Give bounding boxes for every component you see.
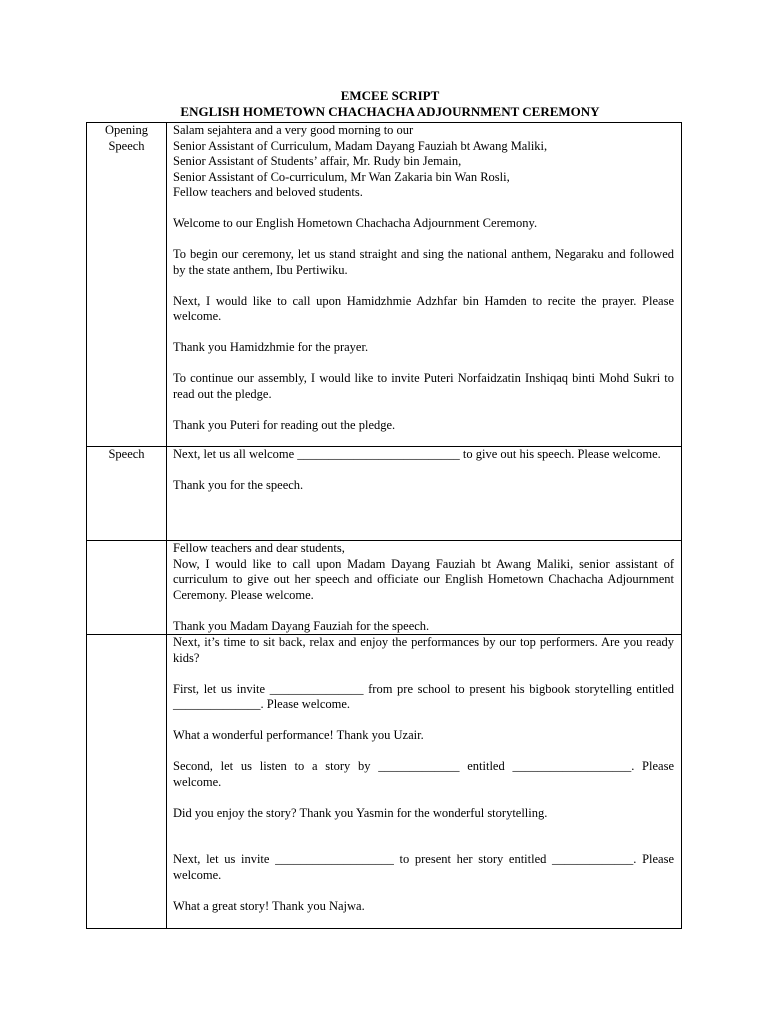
row-label-text: Opening Speech	[104, 123, 149, 153]
script-paragraph: Did you enjoy the story? Thank you Yasmin for the wonderful storytelling.	[173, 805, 548, 820]
row-label-opening-speech	[87, 123, 167, 447]
row-content-officiating	[167, 541, 682, 635]
row-content-speech	[167, 447, 682, 541]
script-paragraph: To begin our ceremony, let us stand straight and sing the national anthem, Negaraku and followed by the state anthem, Ibu Pertiwiku.	[173, 247, 674, 277]
greeting-line: Fellow teachers and beloved students.	[173, 185, 363, 199]
script-paragraph: Second, let us listen to a story by _____________ entitled ___________________. Please welcome.	[173, 759, 674, 789]
document-title: EMCEE SCRIPT	[340, 88, 440, 103]
table-row-performances	[87, 635, 682, 929]
script-paragraph: Next, it’s time to sit back, relax and enjoy the performances by our top performers. Are you ready kids?	[173, 635, 674, 665]
table-row-opening-speech	[87, 123, 682, 447]
row-label-officiating	[87, 541, 167, 635]
document-subtitle: ENGLISH HOMETOWN CHACHACHA ADJOURNMENT CEREMONY	[180, 104, 600, 119]
greeting-line: Senior Assistant of Students’ affair, Mr. Rudy bin Jemain,	[173, 154, 462, 168]
script-paragraph: Thank you Hamidzhmie for the prayer.	[173, 340, 369, 354]
script-table	[86, 122, 682, 929]
greeting-line: Senior Assistant of Co-curriculum, Mr Wan Zakaria bin Wan Rosli,	[173, 169, 510, 184]
row-label-performances	[87, 635, 167, 929]
script-paragraph: Welcome to our English Hometown Chachacha Adjournment Ceremony.	[173, 216, 538, 230]
script-paragraph: To continue our assembly, I would like to invite Puteri Norfaidzatin Inshiqaq binti Mohd Sukri to read out the pledge.	[173, 371, 674, 401]
table-row-speech	[87, 447, 682, 541]
row-label-text: Speech	[108, 447, 145, 461]
greeting-line: Salam sejahtera and a very good morning to our	[173, 123, 414, 137]
greeting-block	[173, 123, 674, 201]
script-paragraph: What a wonderful performance! Thank you Uzair.	[173, 728, 424, 742]
row-content-opening-speech	[167, 123, 682, 447]
script-paragraph: First, let us invite _______________ from pre school to present his bigbook storytelling entitled ______________. Please welcome.	[173, 681, 674, 711]
greeting-block	[173, 541, 674, 557]
script-paragraph: Next, let us invite ___________________ to present her story entitled _____________. Please welcome.	[173, 852, 674, 882]
table-row-officiating	[87, 541, 682, 635]
row-content-performances	[167, 635, 682, 929]
greeting-line: Fellow teachers and dear students,	[173, 541, 345, 555]
script-paragraph: Thank you Madam Dayang Fauziah for the speech.	[173, 618, 430, 633]
script-paragraph: Thank you Puteri for reading out the pledge.	[173, 417, 396, 432]
script-paragraph: Now, I would like to call upon Madam Dayang Fauziah bt Awang Maliki, senior assistant of curriculum to give out her speech and officiate our English Hometown Chachacha Adjournment Ceremony. Please welcome.	[173, 556, 674, 602]
script-paragraph: Thank you for the speech.	[173, 478, 304, 492]
script-paragraph: Next, I would like to call upon Hamidzhmie Adzhfar bin Hamden to recite the prayer. Please welcome.	[173, 293, 674, 323]
script-paragraph: What a great story! Thank you Najwa.	[173, 898, 365, 913]
greeting-line: Senior Assistant of Curriculum, Madam Dayang Fauziah bt Awang Maliki,	[173, 138, 548, 153]
script-paragraph: Next, let us all welcome __________________________ to give out his speech. Please welcome.	[173, 447, 661, 461]
row-label-speech	[87, 447, 167, 541]
